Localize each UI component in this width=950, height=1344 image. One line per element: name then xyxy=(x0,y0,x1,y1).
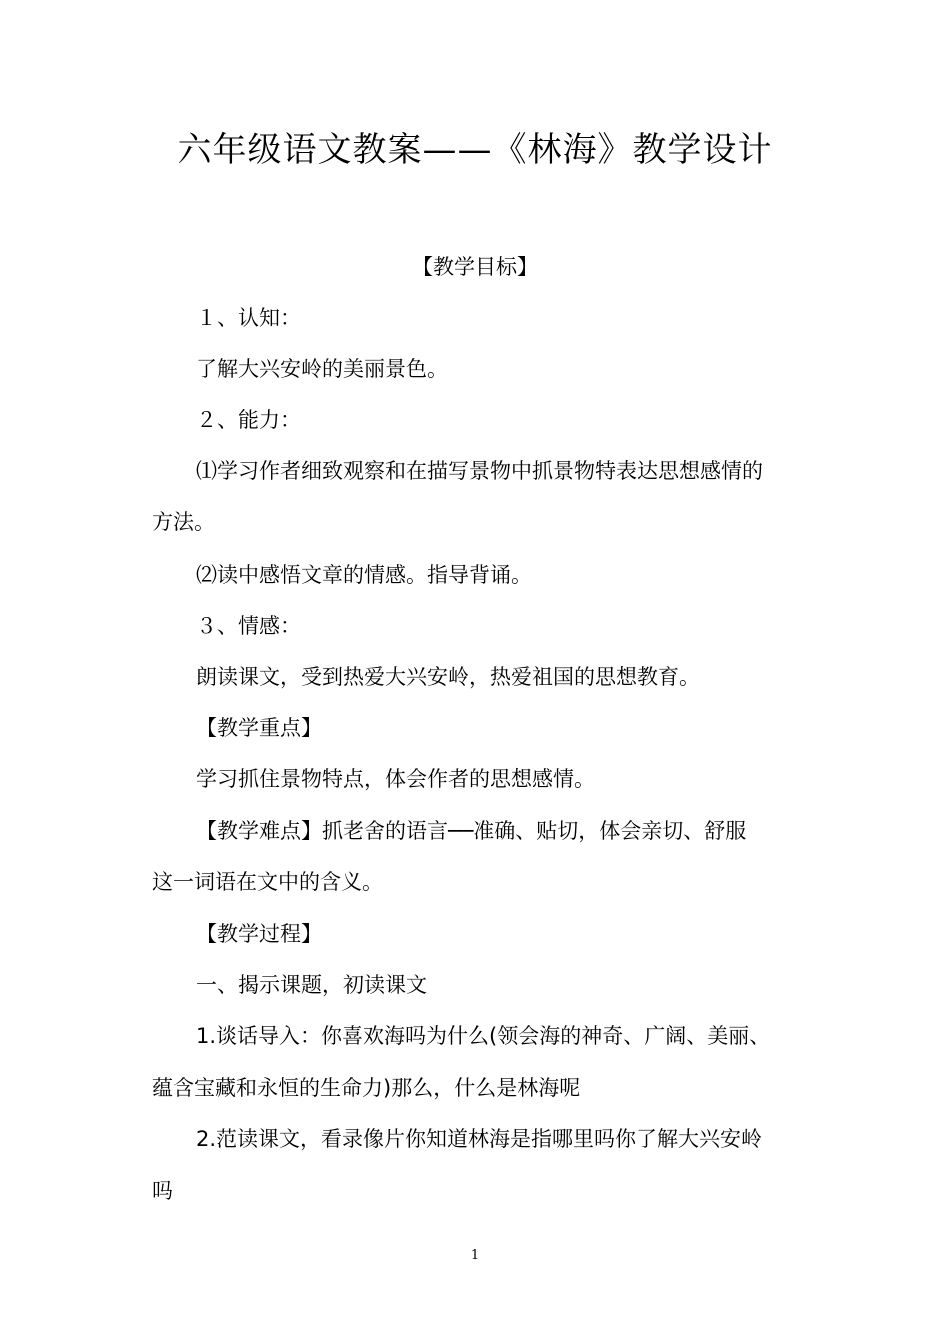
process-step-1-item-1-cont: 蕴含宝藏和永恒的生命力)那么，什么是林海呢 xyxy=(152,1076,581,1100)
objective-2-item-1: ⑴学习作者细致观察和在描写景物中抓景物特表达思想感情的 xyxy=(196,459,763,483)
section-heading-process: 【教学过程】 xyxy=(196,922,322,946)
objective-3-heading: ３、情感： xyxy=(196,614,301,638)
difficulties-line-1: 【教学难点】抓老舍的语言──准确、贴切，体会亲切、舒服 xyxy=(196,819,747,843)
process-step-1-item-2-cont: 吗 xyxy=(152,1179,173,1203)
process-step-1-heading: 一、揭示课题，初读课文 xyxy=(196,973,427,997)
page-number: 1 xyxy=(470,1248,480,1263)
objective-2-heading: ２、能力： xyxy=(196,408,301,432)
objective-1-text: 了解大兴安岭的美丽景色。 xyxy=(196,357,448,381)
objective-3-text: 朗读课文，受到热爱大兴安岭，热爱祖国的思想教育。 xyxy=(196,665,700,689)
document-title: 六年级语文教案——《林海》教学设计 xyxy=(177,130,773,170)
objective-1-heading: １、认知： xyxy=(196,306,301,330)
key-points-text: 学习抓住景物特点，体会作者的思想感情。 xyxy=(196,767,595,791)
difficulties-line-2: 这一词语在文中的含义。 xyxy=(152,870,383,894)
section-heading-key-points: 【教学重点】 xyxy=(196,716,322,740)
process-step-1-item-2: 2.范读课文，看录像片你知道林海是指哪里吗你了解大兴安岭 xyxy=(196,1127,763,1151)
section-heading-objectives: 【教学目标】 xyxy=(412,255,538,279)
objective-2-item-1-cont: 方法。 xyxy=(152,510,215,534)
objective-2-item-2: ⑵读中感悟文章的情感。指导背诵。 xyxy=(196,563,532,587)
process-step-1-item-1: 1.谈话导入：你喜欢海吗为什么(领会海的神奇、广阔、美丽、 xyxy=(196,1024,771,1048)
